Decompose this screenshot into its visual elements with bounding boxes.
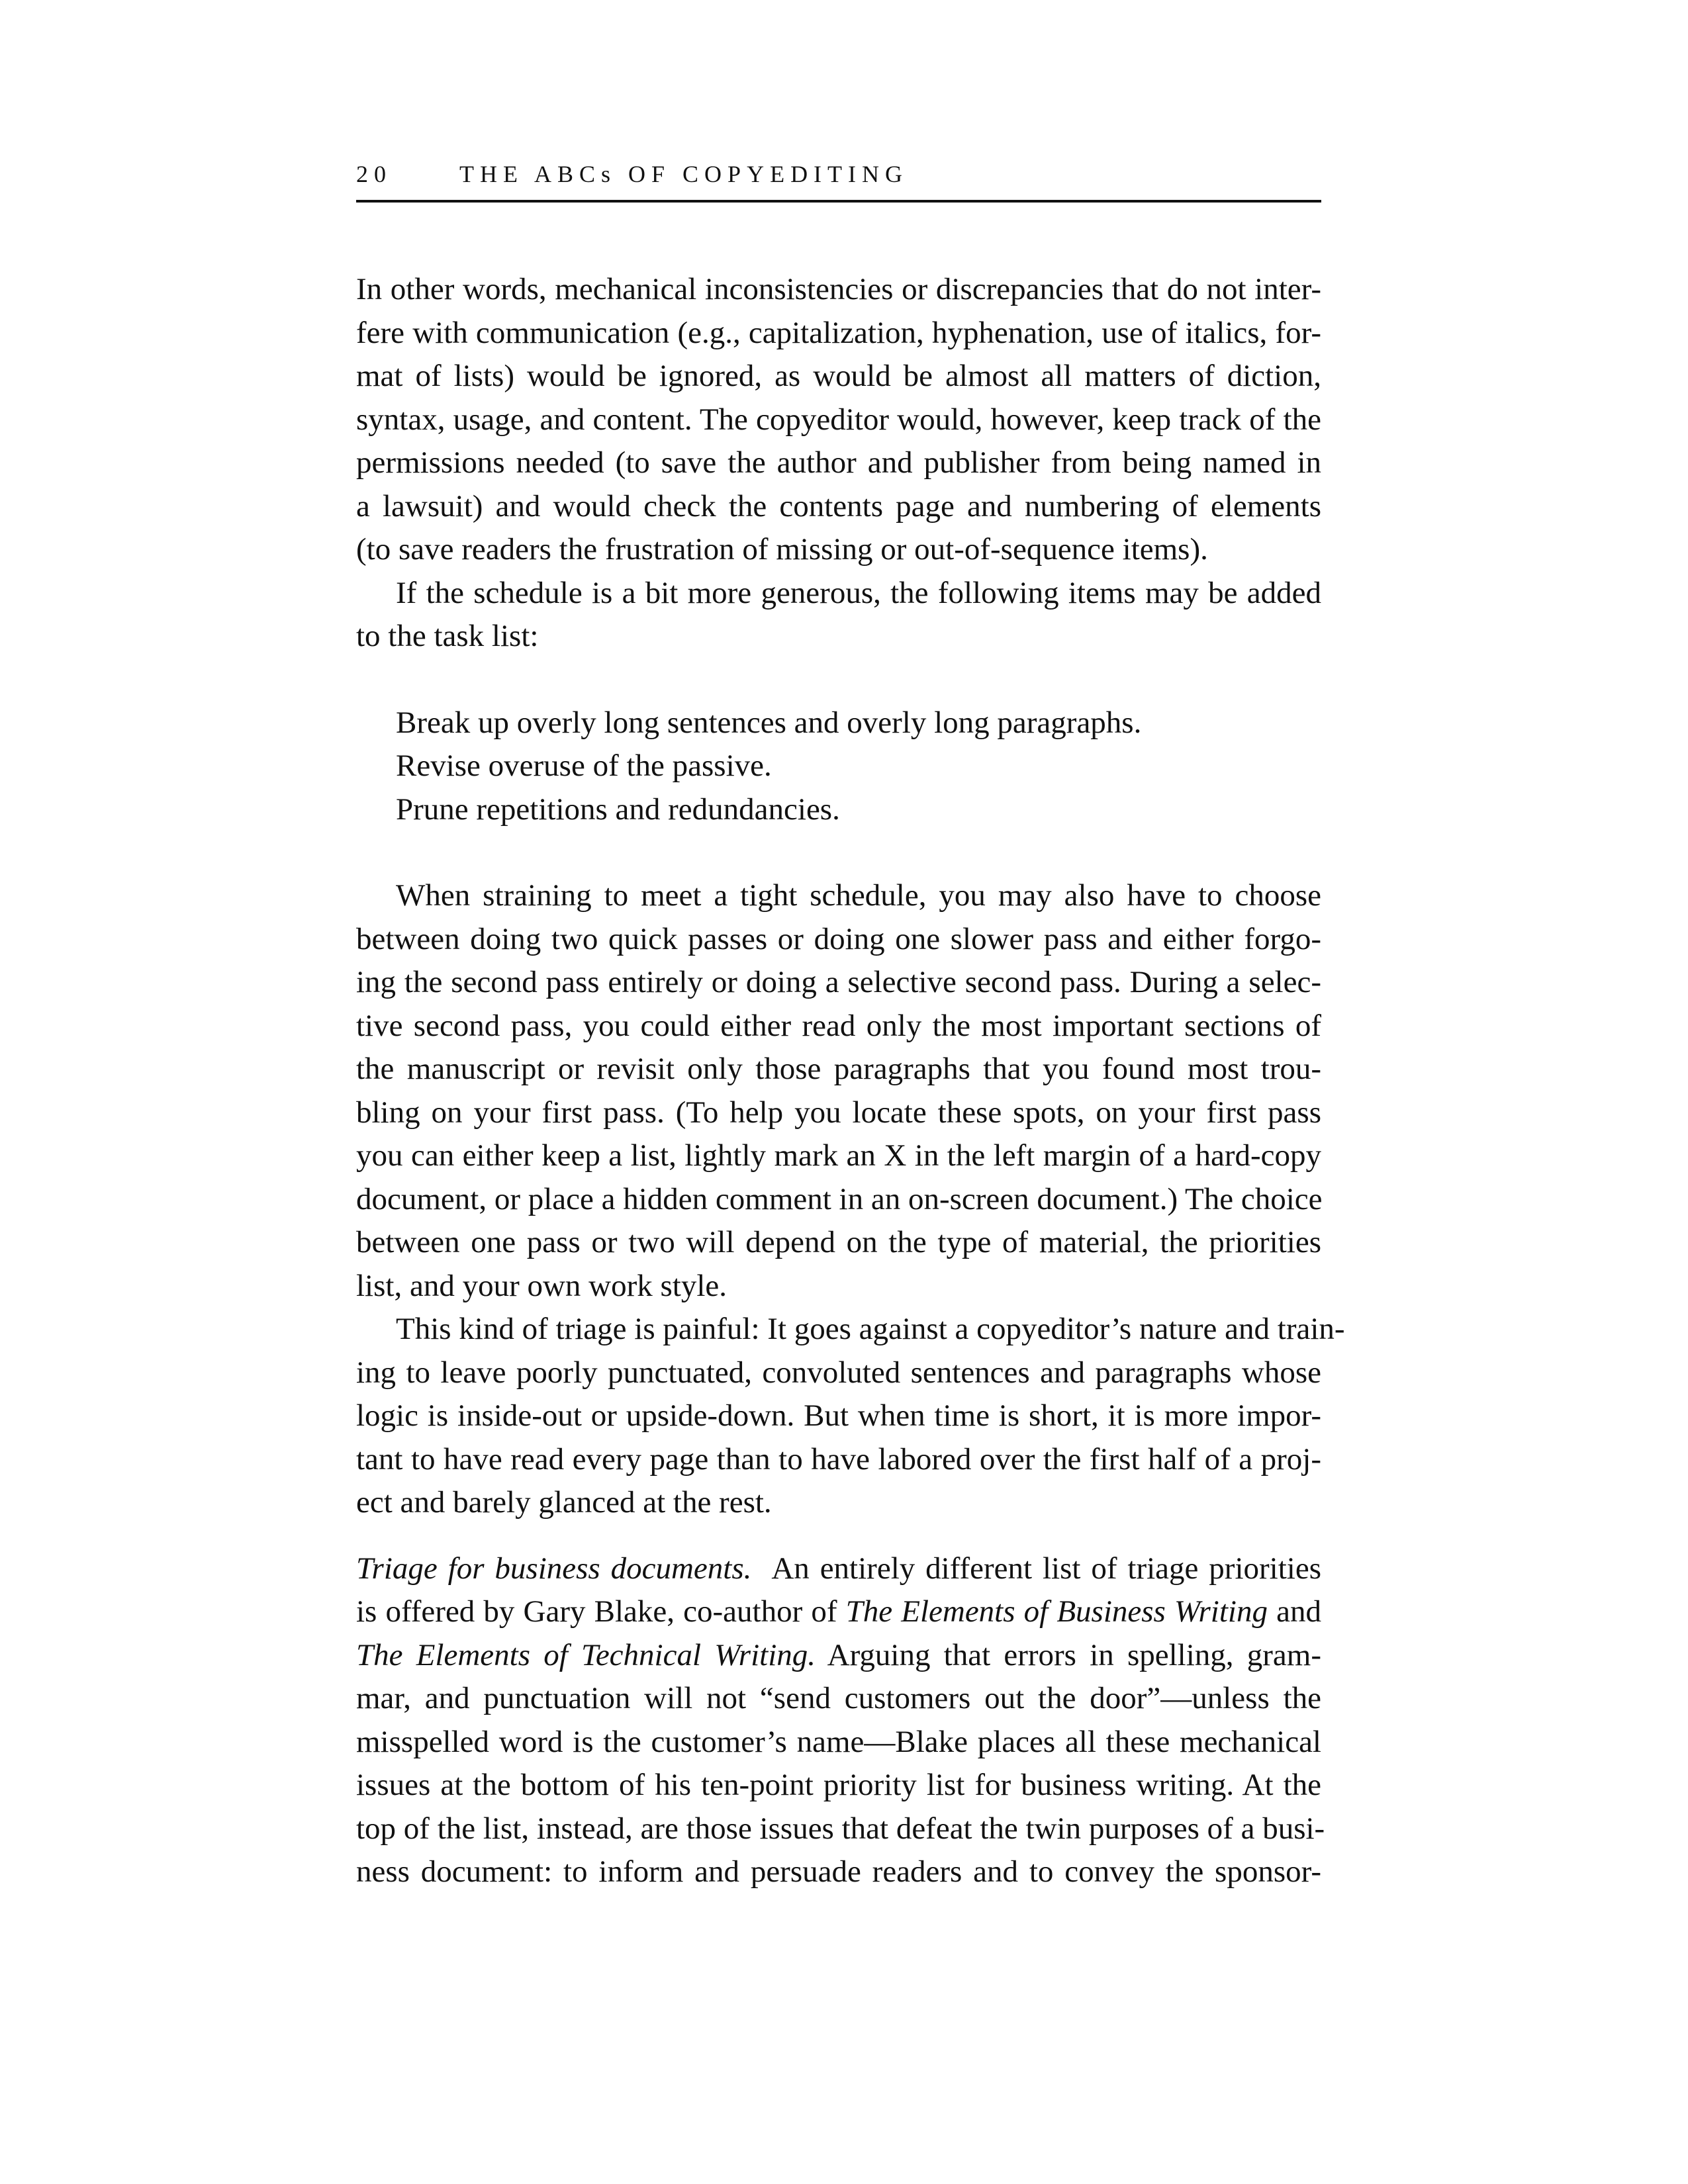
text-line: mat of lists) would be ignored, as would be almost all matters of diction, <box>356 359 1321 393</box>
task-list-item: Prune repetitions and redundancies. <box>396 792 840 827</box>
text-fragment: Arguing that errors in spelling, gram- <box>816 1637 1321 1672</box>
text-line: permissions needed (to save the author and publisher from being named in <box>356 445 1321 480</box>
task-list-item: Break up overly long sentences and overly long paragraphs. <box>396 705 1142 740</box>
text-line: When straining to meet a tight schedule, you may also have to choose <box>396 878 1321 913</box>
text-fragment: is offered by Gary Blake, co-author of <box>356 1594 846 1629</box>
running-head <box>356 158 1321 200</box>
text-fragment: An entirely different list of triage priorities <box>771 1551 1321 1586</box>
running-head-title: THE ABCs OF COPYEDITING <box>459 161 909 187</box>
text-line: you can either keep a list, lightly mark an X in the left margin of a hard-copy <box>356 1138 1321 1173</box>
paragraph-3 <box>356 874 1321 1308</box>
paragraph-1 <box>356 268 1321 572</box>
text-line: bling on your first pass. (To help you locate these spots, on your first pass <box>356 1095 1321 1130</box>
paragraph-4 <box>356 1308 1345 1525</box>
text-line <box>356 1590 1321 1634</box>
text-line: document, or place a hidden comment in an on-screen document.) The choice <box>356 1181 1323 1216</box>
paragraph-2 <box>356 572 1321 659</box>
section-spacer <box>356 1525 1321 1547</box>
text-line: tive second pass, you could either read only the most important sections of <box>356 1008 1321 1043</box>
text-line: tant to have read every page than to have labored over the first half of a proj- <box>356 1441 1321 1477</box>
text-line: If the schedule is a bit more generous, the following items may be added <box>396 575 1321 610</box>
text-line: logic is inside-out or upside-down. But when time is short, it is more impor- <box>356 1398 1321 1433</box>
text-line: list, and your own work style. <box>356 1268 727 1303</box>
text-line: (to save readers the frustration of missing or out-of-sequence items). <box>356 532 1208 567</box>
text-line: In other words, mechanical inconsistencies or discrepancies that do not inter- <box>356 272 1321 306</box>
text-line <box>356 1634 1321 1678</box>
task-list-item: Revise overuse of the passive. <box>396 749 772 783</box>
text-line: between doing two quick passes or doing one slower pass and either forgo- <box>356 921 1321 956</box>
page-number: 20 <box>356 161 392 187</box>
text-line: syntax, usage, and content. The copyeditor would, however, keep track of the <box>356 402 1321 437</box>
text-line: the manuscript or revisit only those paragraphs that you found most trou- <box>356 1052 1321 1086</box>
text-line: fere with communication (e.g., capitalization, hyphenation, use of italics, for- <box>356 315 1321 350</box>
header-rule <box>356 200 1321 203</box>
text-line: mar, and punctuation will not “send customers out the door”—unless the <box>356 1681 1321 1715</box>
text-line: This kind of triage is painful: It goes against a copyeditor’s nature and train- <box>396 1312 1345 1346</box>
text-line: top of the list, instead, are those issues that defeat the twin purposes of a busi- <box>356 1811 1325 1846</box>
task-list <box>356 702 1321 832</box>
text-fragment: and <box>1268 1594 1321 1629</box>
book-title-business-writing: The Elements of Business Writing <box>845 1594 1268 1629</box>
paragraph-business-triage <box>356 1547 1325 1894</box>
text-line: ness document: to inform and persuade readers and to convey the sponsor- <box>356 1854 1321 1889</box>
text-line: between one pass or two will depend on the type of material, the priorities <box>356 1225 1321 1259</box>
text-line: to the task list: <box>356 619 539 653</box>
text-line: ect and barely glanced at the rest. <box>356 1485 772 1520</box>
text-line: issues at the bottom of his ten-point priority list for business writing. At the <box>356 1768 1321 1802</box>
text-line: ing to leave poorly punctuated, convoluted sentences and paragraphs whose <box>356 1355 1321 1390</box>
run-in-heading: Triage for business documents. <box>356 1551 752 1586</box>
text-line: misspelled word is the customer’s name—Blake places all these mechanical <box>356 1724 1321 1759</box>
text-line: ing the second pass entirely or doing a selective second pass. During a selec- <box>356 965 1321 999</box>
book-title-technical-writing: The Elements of Technical Writing. <box>356 1637 816 1672</box>
text-line: a lawsuit) and would check the contents page and numbering of elements <box>356 488 1321 523</box>
body-text <box>356 268 1345 1894</box>
text-line <box>356 1547 1321 1591</box>
